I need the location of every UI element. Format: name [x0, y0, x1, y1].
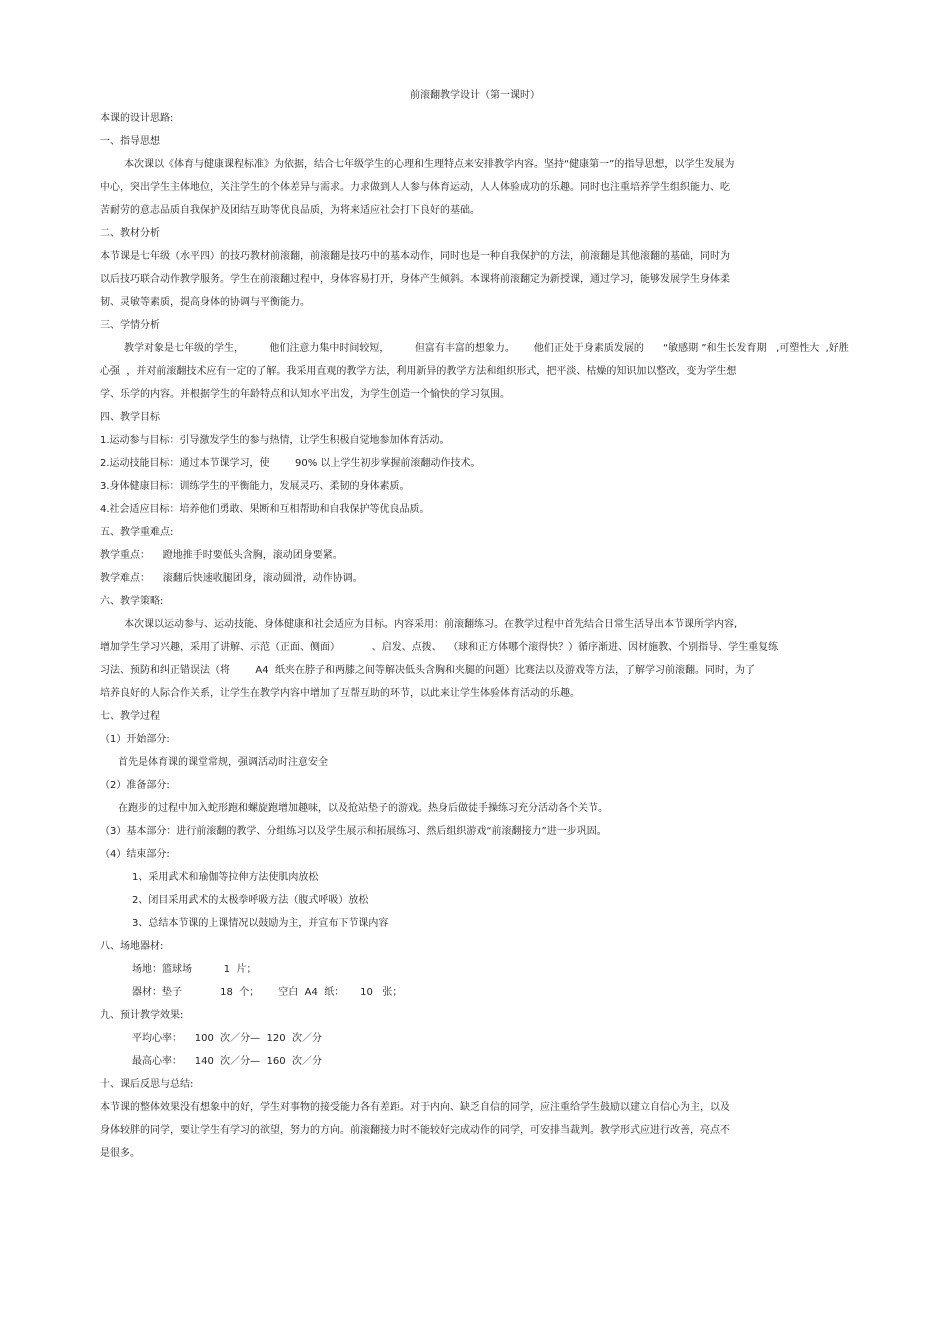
part-1-heading: （1）开始部分:	[100, 734, 170, 745]
section-10-line: 本节课的整体效果没有想象中的好，学生对事物的接受能力各有差距。对于内向、缺乏自信的同学，应注重给学生鼓励以建立自信心为主，以及	[100, 1102, 730, 1113]
section-6-line: 习法、预防和纠正错误法（将 A4 纸夹在脖子和两膝之间等解决低头含胸和夹腿的问题）比赛法以及游戏等方法，了解学习前滚翻。同时，为了	[100, 665, 755, 676]
part-4-heading: （4）结束部分:	[100, 849, 170, 860]
goal-social: 4.社会适应目标：培养他们勇敢、果断和互相帮助和自我保护等优良品质。	[100, 504, 430, 515]
section-1-heading: 一、指导思想	[100, 136, 160, 147]
goal-health: 3.身体健康目标：训练学生的平衡能力，发展灵巧、柔韧的身体素质。	[100, 481, 410, 492]
goal-participation: 1.运动参与目标：引导激发学生的参与热情，让学生积极自觉地参加体育活动。	[100, 435, 450, 446]
section-8-heading: 八、场地器材:	[100, 941, 164, 952]
section-6-heading: 六、教学策略:	[100, 596, 164, 607]
section-1-line: 苦耐劳的意志品质自我保护及团结互助等优良品质，为将来适应社会打下良好的基础。	[100, 205, 480, 216]
section-6-line: 培养良好的人际合作关系，让学生在教学内容中增加了互帮互助的环节，以此来让学生体验体育活动的乐趣。	[100, 688, 580, 699]
section-10-heading: 十、课后反思与总结:	[100, 1079, 194, 1090]
section-2-heading: 二、教材分析	[100, 228, 160, 239]
part-4-item: 3、总结本节课的上课情况以鼓励为主，并宣布下节课内容	[132, 918, 389, 929]
section-1-line: 中心，突出学生主体地位，关注学生的个体差异与需求。力求做到人人参与体育运动，人人体验成功的乐趣。同时也注重培养学生组织能力、吃	[100, 182, 730, 193]
document-title: 前滚翻教学设计（第一课时）	[410, 90, 540, 101]
max-heart-rate: 最高心率： 140 次／分— 160 次／分	[132, 1056, 322, 1067]
section-6-line: 增加学生学习兴趣，采用了讲解、示范（正面、侧面） 、启发、点拨、 （球和正方体哪个滚得快？）循序渐进、因材施教、个别指导、学生重复练	[100, 642, 779, 653]
section-1-line: 本次课以《体育与健康课程标准》为依据，结合七年级学生的心理和生理特点来安排教学内容。坚持“健康第一”的指导思想，以学生发展为	[124, 159, 735, 170]
section-10-line: 身体较胖的同学，要让学生有学习的欲望，努力的方向。前滚翻接力时不能较好完成动作的同学，可安排当裁判。教学形式应进行改善，亮点不	[100, 1125, 730, 1136]
part-4-item: 1、采用武术和瑜伽等拉伸方法使肌肉放松	[132, 872, 319, 883]
section-2-line: 本节课是七年级（水平四）的技巧教材前滚翻，前滚翻是技巧中的基本动作，同时也是一种自我保护的方法，前滚翻是其他滚翻的基础，同时为	[100, 251, 730, 262]
section-5-heading: 五、教学重难点:	[100, 527, 174, 538]
teaching-focus: 教学重点： 蹬地推手时要低头含胸，滚动团身要紧。	[100, 550, 343, 561]
average-heart-rate: 平均心率： 100 次／分— 120 次／分	[132, 1033, 322, 1044]
equipment-line: 器材：垫子 18 个； 空白 A4 纸： 10 张；	[132, 987, 403, 998]
part-4-item: 2、闭目采用武术的太极拳呼吸方法（腹式呼吸）放松	[132, 895, 369, 906]
venue-line: 场地：篮球场 1 片；	[132, 964, 257, 975]
goal-skill: 2.运动技能目标：通过本节课学习，使 90% 以上学生初步掌握前滚翻动作技术。	[100, 458, 481, 469]
section-3-heading: 三、学情分析	[100, 320, 160, 331]
section-9-heading: 九、预计教学效果:	[100, 1010, 184, 1021]
part-3-text: （3）基本部分：进行前滚翻的教学、分组练习以及学生展示和拓展练习、然后组织游戏“前滚翻接力”进一步巩固。	[100, 826, 607, 837]
section-3-line: 学、乐学的内容。并根据学生的年龄特点和认知水平出发，为学生创造一个愉快的学习氛围。	[100, 389, 510, 400]
section-4-heading: 四、教学目标	[100, 412, 160, 423]
section-2-line: 以后技巧联合动作教学服务。学生在前滚翻过程中，身体容易打开，身体产生倾斜。本课将前滚翻定为新授课，通过学习，能够发展学生身体柔	[100, 274, 730, 285]
part-2-heading: （2）准备部分:	[100, 780, 170, 791]
section-3-line: 心强 ，并对前滚翻技术应有一定的了解。我采用直观的教学方法，利用新异的教学方法和组织形式，把平淡、枯燥的知识加以整改，变为学生想	[100, 366, 737, 377]
teaching-difficulty: 教学难点： 滚翻后快速收腿团身，滚动圆滑，动作协调。	[100, 573, 363, 584]
section-6-line: 本次课以运动参与、运动技能、身体健康和社会适应为目标。内容采用：前滚翻练习。在教学过程中首先结合日常生活导出本节课所学内容,	[124, 619, 738, 630]
part-1-text: 首先是体育课的课堂常规，强调活动时注意安全	[118, 757, 328, 768]
section-2-line: 韧、灵敏等素质，提高身体的协调与平衡能力。	[100, 297, 310, 308]
part-2-text: 在跑步的过程中加入蛇形跑和螺旋跑增加趣味，以及抢站垫子的游戏。热身后做徒手操练习充分活动各个关节。	[118, 803, 608, 814]
intro-line: 本课的设计思路:	[100, 113, 174, 124]
section-3-line: 教学对象是七年级的学生， 他们注意力集中时间较短， 但富有丰富的想象力。 他们正处于身素质发展的 “敏感期 ”和生长发育期 ,可塑性大 ,好胜	[124, 343, 849, 354]
section-10-line: 是很多。	[100, 1148, 140, 1159]
section-7-heading: 七、教学过程	[100, 711, 160, 722]
